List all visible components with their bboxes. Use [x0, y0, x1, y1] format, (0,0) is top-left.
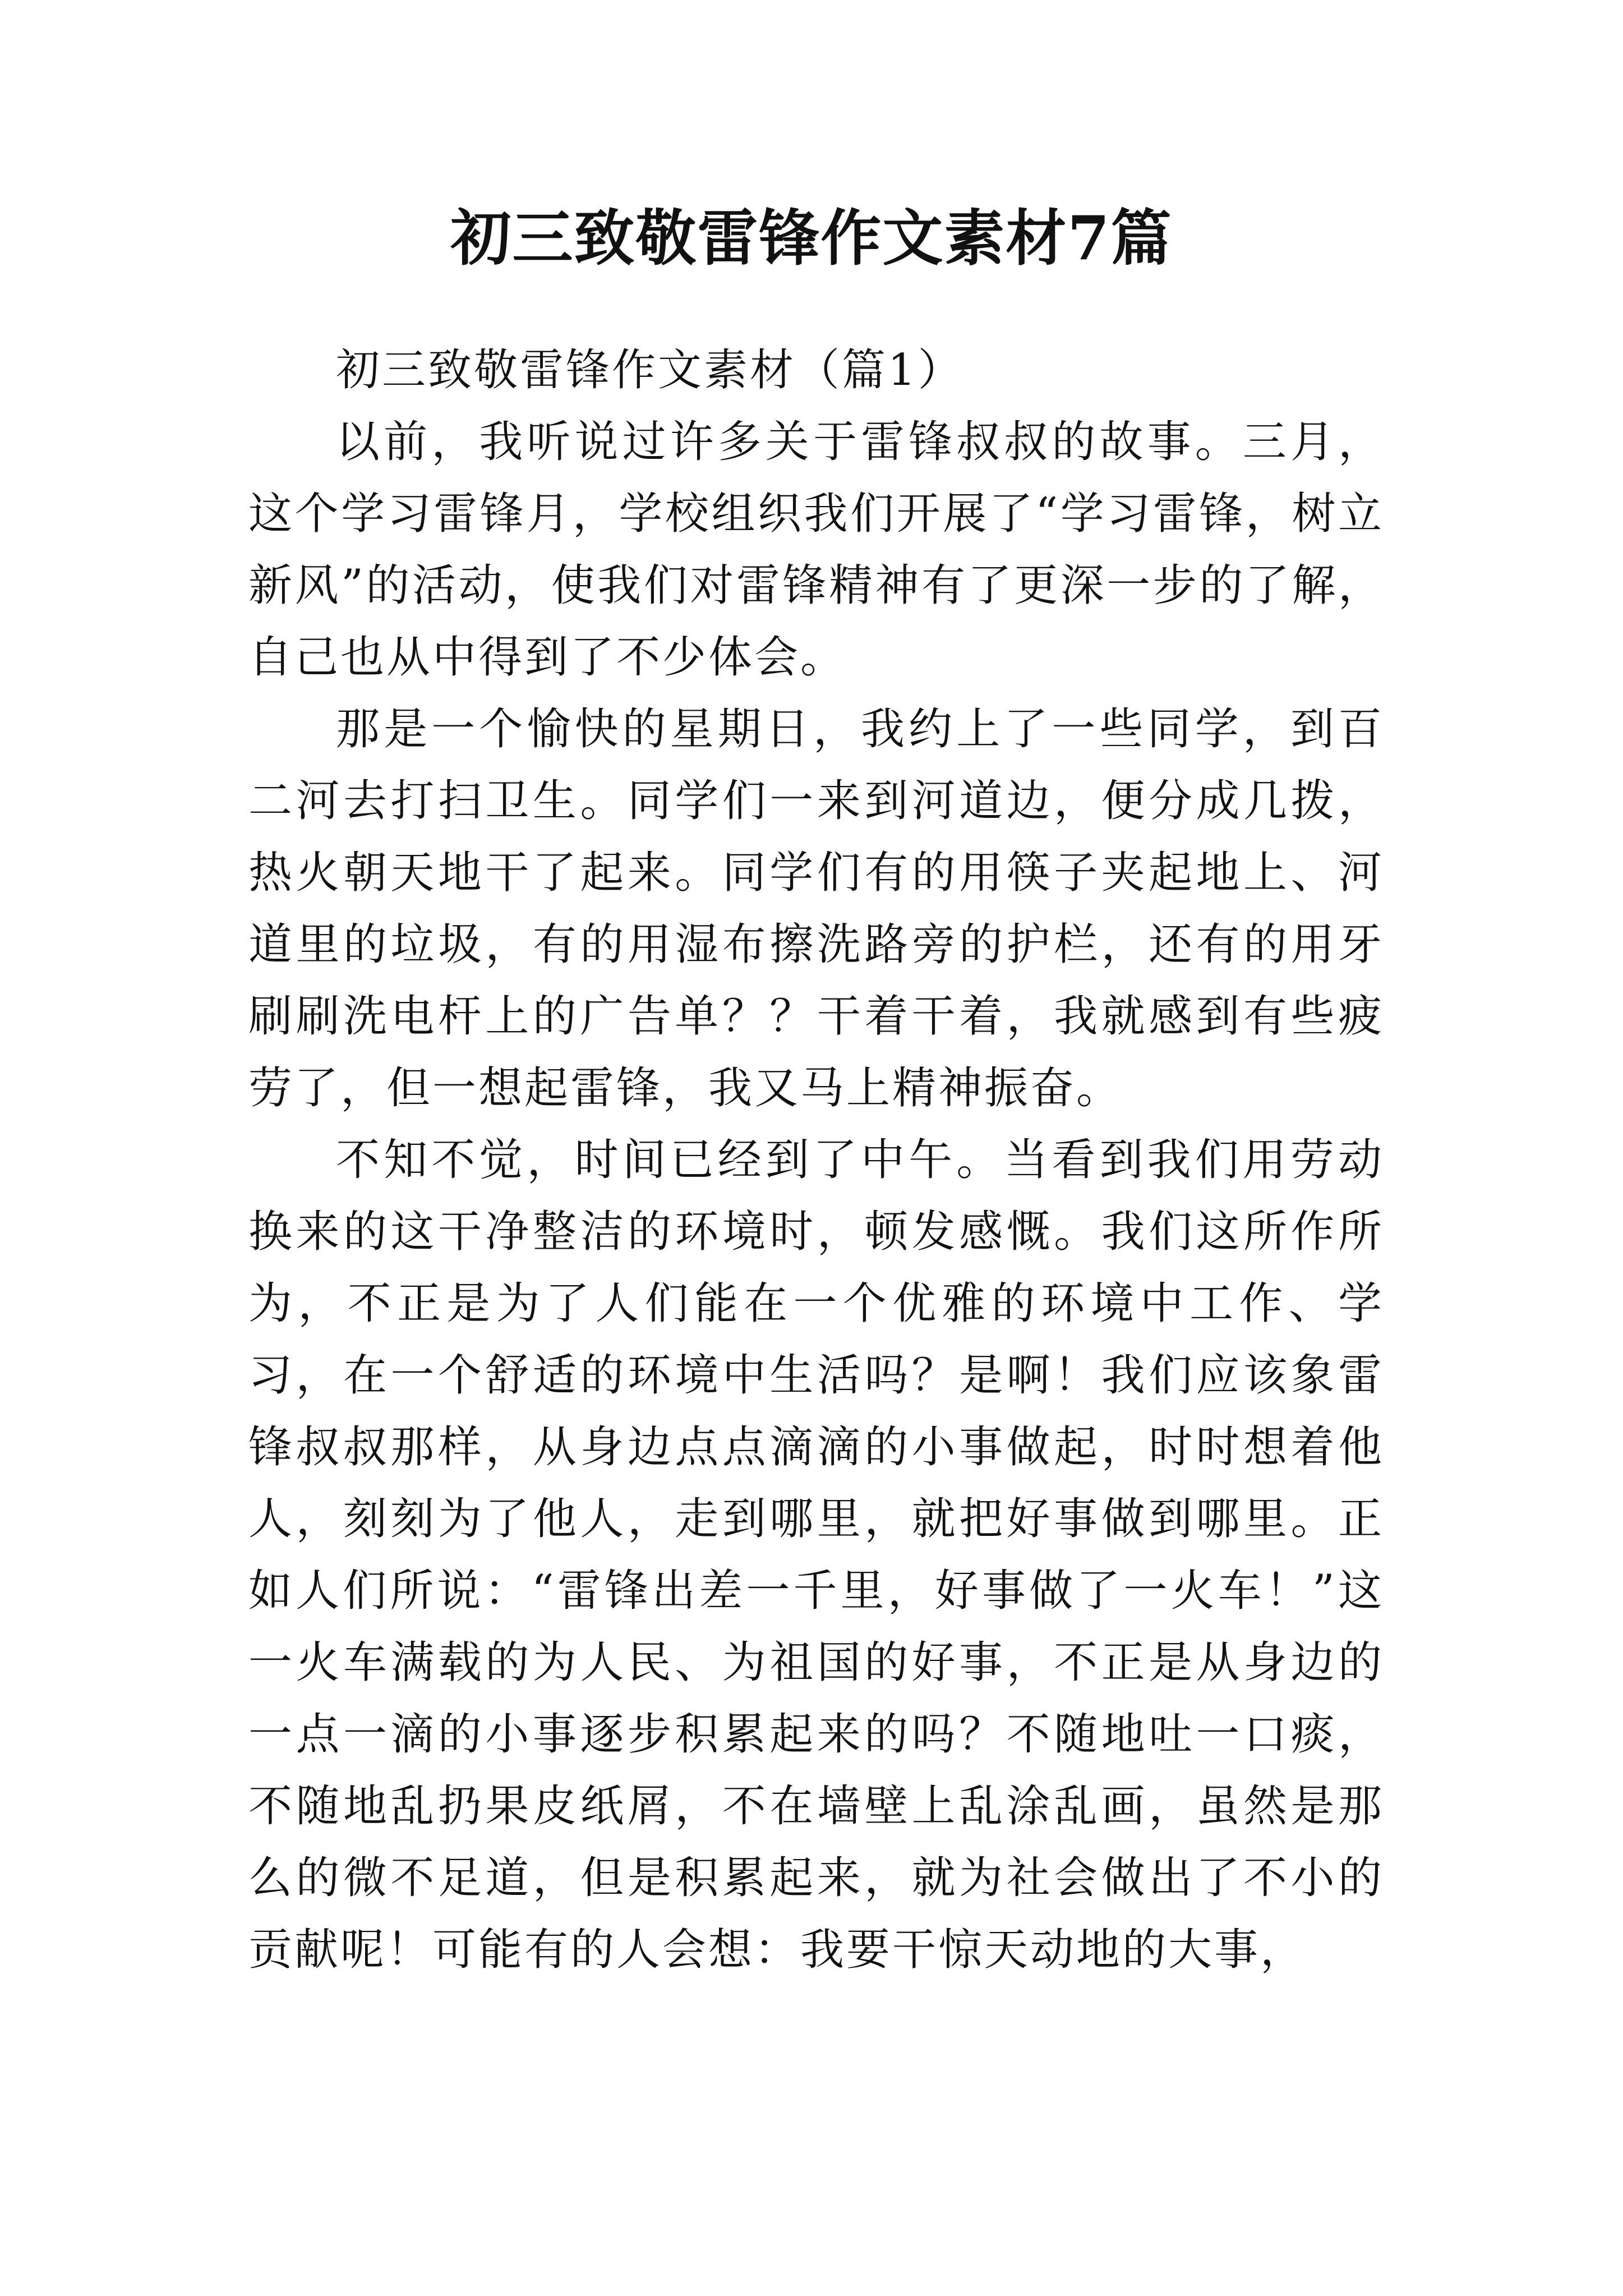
document-title: 初三致敬雷锋作文素材7篇 — [450, 203, 1173, 274]
paragraph-3: 不知不觉，时间已经到了中午。当看到我们用劳动换来的这干净整洁的环境时，顿发感慨。我们这所作所为，不正是为了人们能在一个优雅的环境中工作、学习，在一个舒适的环境中生活吗？是啊！我们应该象雷锋叔叔那样，从身边点点滴滴的小事做起，时时想着他人，刻刻为了他人，走到哪里，就把好事做到哪里。正如人们所说：“雷锋出差一千里，好事做了一火车！”这一火车满载的为人民、为祖国的好事，不正是从身边的一点一滴的小事逐步积累起来的吗？不随地吐一口痰，不随地乱扔果皮纸屑，不在墙壁上乱涂乱画，虽然是那么的微不足道，但是积累起来，就为社会做出了不小的贡献呢！可能有的人会想：我要干惊天动地的大事， — [248, 1135, 1384, 1975]
paragraph-1: 以前，我听说过许多关于雷锋叔叔的故事。三月，这个学习雷锋月，学校组织我们开展了“学习雷锋，树立新风”的活动，使我们对雷锋精神有了更深一步的了解，自己也从中得到了不少体会。 — [248, 417, 1384, 683]
section-heading: 初三致敬雷锋作文素材（篇1） — [336, 345, 964, 395]
document-body — [248, 334, 1384, 1986]
paragraph-2: 那是一个愉快的星期日，我约上了一些同学，到百二河去打扫卫生。同学们一来到河道边，便分成几拨，热火朝天地干了起来。同学们有的用筷子夹起地上、河道里的垃圾，有的用湿布擦洗路旁的护栏，还有的用牙刷刷洗电杆上的广告单？？干着干着，我就感到有些疲劳了，但一想起雷锋，我又马上精神振奋。 — [248, 704, 1384, 1114]
